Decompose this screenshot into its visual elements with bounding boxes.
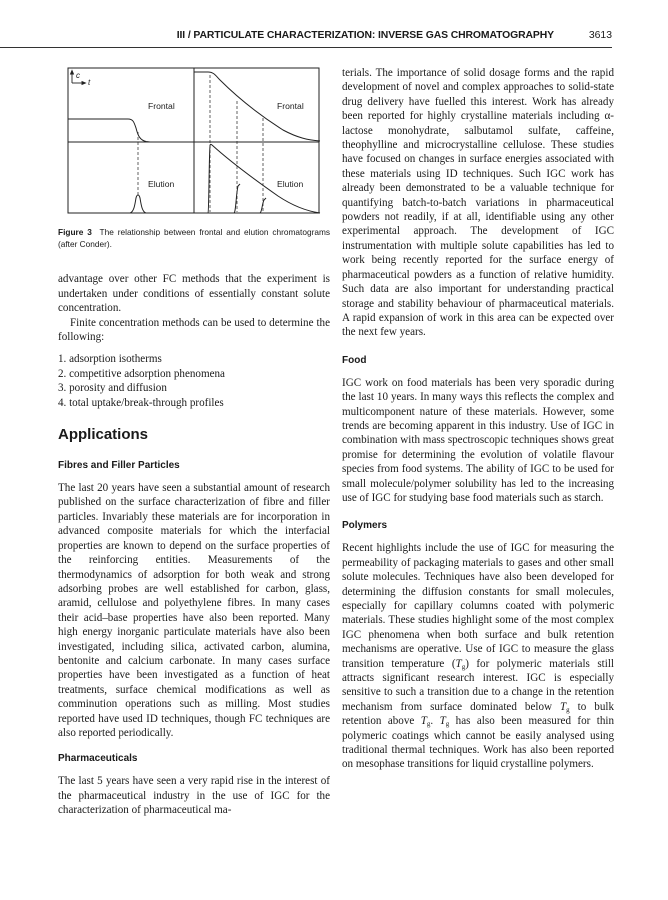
fc-methods-list — [58, 352, 330, 410]
svg-text:c: c — [76, 71, 80, 80]
list-item: 2. competitive adsorption phenomena — [58, 367, 225, 380]
subheading-polymers: Polymers — [342, 520, 388, 532]
svg-text:Frontal: Frontal — [277, 101, 304, 111]
list-item: 3. porosity and diffusion — [58, 382, 167, 395]
paragraph-pharmaceuticals-continued: terials. The importance of solid dosage forms and the rapid development of novel and complex approaches to solid-state drug delivery have fuelled this interest. Work has already been reported for highly crystalline materials including α-lactose monohydrate, salbutamol sulfate, caffeine, theophylline and microcrystalline cellulose. These studies have focused on changes in surface energies associated with these materials using ID techniques. Such IGC work has already been demonstrated to be a valuable technique for quantifying batch-to-batch variations in pharmaceutical powders not readily, if at all, identifiable using any other experimental approach. The development of IGC instrumentation with multiple solute capabilities has led to work being recently reported for the surface energy of pharmaceutical powders as a function of relative humidity. Such data are also important for understanding practical storage and stability behaviour of pharmaceutical materials. A rapid expansion of work in this area can be expected over the next few years. — [342, 67, 614, 339]
paragraph-pharmaceuticals-start: The last 5 years have seen a very rapid rise in the interest of the pharmaceutical industry in the use of IGC for the characterization of pharmaceutical ma- — [58, 775, 330, 817]
figure-3 — [58, 66, 330, 216]
paragraph-fc-advantage: advantage over other FC methods that the experiment is undertaken under conditions of essentially constant solute concentration. — [58, 273, 330, 315]
running-title: III / PARTICULATE CHARACTERIZATION: INVERSE GAS CHROMATOGRAPHY — [176, 30, 554, 41]
page-number: 3613 — [588, 30, 612, 41]
running-header — [0, 27, 612, 48]
figure-caption-text: The relationship between frontal and elution chromatograms (after Conder). — [58, 227, 331, 250]
figure-label: Figure 3 — [58, 227, 92, 237]
paragraph-food: IGC work on food materials has been very sporadic during the last 10 years. In many ways this reflects the complex and multicomponent nature of these materials. However, some trends are becoming apparent in this industry. Use of IGC in combination with mass spectroscopic techniques shows great promise for determining the evolution of volatile flavour species from food systems. The ability of IGC to be used for small molecule/polymer solubility has led to the increasing use of IGC for studying base food materials such as starch. — [342, 376, 614, 504]
list-item: 4. total uptake/break-through profiles — [58, 396, 224, 409]
right-column — [342, 66, 614, 772]
subheading-pharmaceuticals: Pharmaceuticals — [58, 753, 138, 765]
svg-text:Frontal: Frontal — [148, 101, 175, 111]
chromatogram-diagram — [58, 66, 330, 216]
paragraph-finite-concentration: Finite concentration methods can be used to determine the following: — [58, 316, 330, 344]
paragraph-fibres: The last 20 years have seen a substantial amount of research published on the surface characterization of fibre and filler particles. Invariably these materials are for incorporation in advanced composite materials for which the interfacial properties are known to depend on the surface properties of the reinforcing entities. Measurements of the thermodynamics of adsorption for both weak and strong adsorbing probes are well established for carbon, glass, aramid, cellulose and polyethylene fibres. In many cases their acid–base properties have also been reported. Many high energy inorganic particulate materials have also been investigated, including silica, activated carbon, alumina, bentonite and calcium carbonate. In many cases surface properties have been investigated as a function of heat treatments, surface chemical modifications as well as comminution operations such as milling. Most studies reported have used ID techniques, though FC techniques are also reported periodically. — [58, 482, 330, 739]
paragraph-polymers: Recent highlights include the use of IGC for measuring the permeability of packaging materials to gases and other small solute molecules. Techniques have also been developed for determining the diffusion constants for small molecules, especially for capillary columns coated with polymeric materials. These studies highlight some of the most complex IGC phenomena when both surface and bulk retention mechanisms are operative. Use of IGC to measure the glass transition temperature $(T_g)$ for polymeric materials still attracts significant research interest. IGC is especially sensitive to such a transition due to a change in the retention mechanism from surface dominated below $T_g$ to bulk retention above $T_g$. $T_g$ has also been measured for thin polymeric coatings which cannot be easily analysed using traditional thermal techniques. Work has also been reported on mesophase transitions for liquid crystalline polymers. — [342, 542, 614, 771]
svg-text:Elution: Elution — [277, 179, 304, 189]
svg-text:t: t — [88, 78, 91, 87]
section-heading-applications: Applications — [58, 426, 149, 444]
subheading-fibres: Fibres and Filler Particles — [58, 460, 180, 472]
svg-text:Elution: Elution — [148, 179, 175, 189]
left-column — [58, 66, 330, 818]
figure-caption — [58, 226, 330, 250]
subheading-food: Food — [342, 354, 367, 366]
list-item: 1. adsorption isotherms — [58, 353, 162, 366]
